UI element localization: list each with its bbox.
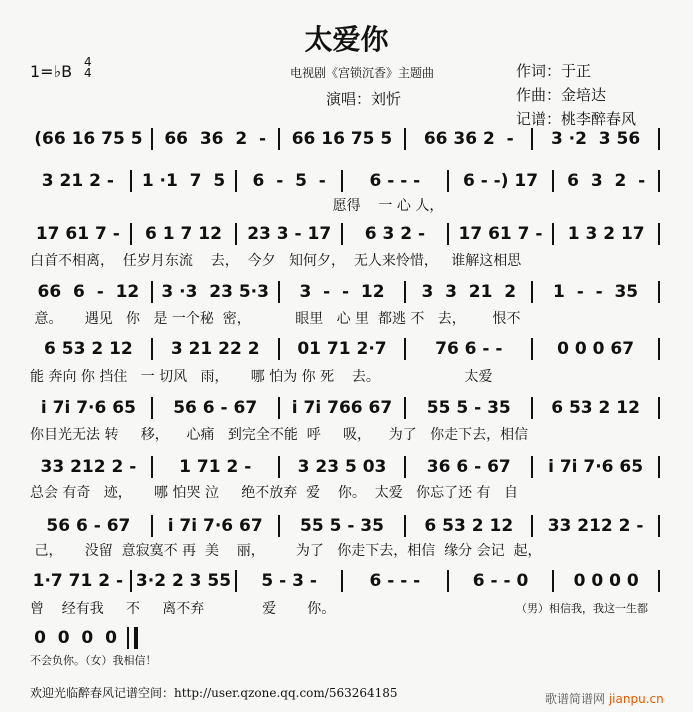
notation-row — [28, 128, 662, 150]
measure: 1·7 71 2 - — [32, 571, 124, 591]
notation-row — [28, 338, 662, 360]
measure: i 7i 7·6 65 — [40, 398, 136, 418]
barline — [658, 456, 660, 478]
transcriber: 记谱：桃李醉春风 — [516, 110, 637, 128]
barline — [235, 170, 237, 192]
barline — [404, 281, 406, 303]
measure: 33 212 2 - — [40, 457, 137, 477]
barline — [658, 515, 660, 537]
notation-row — [28, 627, 138, 649]
measure: i 7i 7·6 65 — [548, 457, 644, 477]
notation-row — [28, 170, 662, 192]
measure: 6 1 7 12 — [145, 224, 222, 244]
lyrics-line: 你目光无法 转 移， 心痛 到完全不能 呼 吸， 为了 你走下去，相信 — [30, 427, 529, 443]
barline — [341, 570, 343, 592]
lyrics-line: 己， 没留 意寂寞不 再 美 丽， 为了 你走下去，相信 缘分 会记 起， — [30, 543, 542, 559]
measure: 3 21 22 2 — [170, 339, 260, 359]
measure: 3·2 2 3 55 — [135, 571, 232, 591]
barline — [404, 338, 406, 360]
measure: 6 - 5 - — [252, 171, 326, 191]
measure: 6 - - 0 — [472, 571, 529, 591]
barline — [658, 170, 660, 192]
barline — [531, 281, 533, 303]
barline — [278, 397, 280, 419]
measure: 6 - - - — [369, 571, 421, 591]
measure: 6 3 2 - — [364, 224, 425, 244]
lyrics-line: 白首不相离， 任岁月东流 去， 今夕 知何夕， 无人来怜惜， 谁解这相思 — [30, 253, 522, 269]
barline — [658, 281, 660, 303]
footer-text: 欢迎光临醉春风记谱空间：http://user.qzone.qq.com/563264185 — [30, 686, 398, 700]
barline — [404, 456, 406, 478]
measure: 23 3 - 17 — [247, 224, 332, 244]
barline — [447, 570, 449, 592]
barline — [658, 223, 660, 245]
notation-row — [28, 456, 662, 478]
measure: 6 - - - — [369, 171, 421, 191]
barline — [447, 170, 449, 192]
lyrics-spoken: （男）相信我，我这一生都 — [516, 602, 648, 615]
measure: 3 - - 12 — [299, 282, 385, 302]
watermark — [545, 690, 664, 707]
barline — [151, 515, 153, 537]
barline — [531, 338, 533, 360]
measure: 56 6 - 67 — [173, 398, 258, 418]
lyrics-line: 能 奔向 你 挡住 一 切风 雨， 哪 怕为 你 死 去。 太爱 — [30, 369, 493, 385]
notation-row — [28, 397, 662, 419]
time-bottom: 4 — [84, 66, 92, 80]
measure: 76 6 - - — [435, 339, 503, 359]
barline — [235, 570, 237, 592]
measure: 3 21 2 - — [41, 171, 114, 191]
measure: 6 53 2 12 — [44, 339, 133, 359]
measure: 1 3 2 17 — [567, 224, 645, 244]
barline — [552, 223, 554, 245]
barline — [531, 397, 533, 419]
measure: 5 - 3 - — [261, 571, 317, 591]
time-signature — [84, 57, 92, 79]
measure: i 7i 7·6 67 — [167, 516, 263, 536]
barline — [552, 570, 554, 592]
notation-row — [28, 223, 662, 245]
notation-row — [28, 281, 662, 303]
composer: 作曲：金培达 — [516, 86, 607, 104]
barline — [151, 128, 153, 150]
barline — [404, 397, 406, 419]
barline — [151, 281, 153, 303]
lyrics-line: 意。 遇见 你 是 一个秘 密， 眼里 心 里 都逃 不 去， 恨不 — [30, 311, 521, 327]
measure: 55 5 - 35 — [300, 516, 384, 536]
barline — [151, 397, 153, 419]
measure: 1 71 2 - — [179, 457, 252, 477]
barline — [151, 456, 153, 478]
measure: 56 6 - 67 — [46, 516, 131, 536]
final-barline — [127, 627, 138, 649]
measure: 3 3 21 2 — [421, 282, 517, 302]
measure: 3 23 5 03 — [297, 457, 387, 477]
lyrics-line: 愿得 一 心 人， — [30, 198, 444, 214]
measure: 3 ·3 23 5·3 — [161, 282, 269, 302]
measure: 66 6 - 12 — [37, 282, 140, 302]
barline — [658, 397, 660, 419]
barline — [130, 570, 132, 592]
barline — [235, 223, 237, 245]
measure: 55 5 - 35 — [426, 398, 511, 418]
barline — [658, 128, 660, 150]
lyricist: 作词：于正 — [516, 62, 592, 80]
barline — [151, 338, 153, 360]
barline — [278, 128, 280, 150]
barline — [404, 128, 406, 150]
measure: 6 53 2 12 — [424, 516, 514, 536]
song-title: 太爱你 — [304, 23, 389, 56]
lyrics-line: 曾 经有我 不 离不弃 爱 你。 — [30, 601, 336, 617]
measure: (66 16 75 5 — [34, 129, 143, 149]
time-top: 4 — [84, 55, 92, 69]
measure: 66 36 2 - — [423, 129, 514, 149]
barline — [278, 281, 280, 303]
watermark-cn: 歌谱简谱网 — [545, 692, 606, 706]
barline — [658, 570, 660, 592]
barline — [531, 128, 533, 150]
lyrics-line: 不会负你。（女）我相信！ — [30, 654, 157, 667]
barline — [278, 515, 280, 537]
measure: 1 ·1 7 5 — [141, 171, 226, 191]
measure: 36 6 - 67 — [426, 457, 511, 477]
barline — [658, 338, 660, 360]
notation-row — [28, 515, 662, 537]
barline — [404, 515, 406, 537]
barline — [552, 170, 554, 192]
measure: 66 16 75 5 — [291, 129, 393, 149]
measure: 1 - - 35 — [553, 282, 639, 302]
watermark-en: jianpu.cn — [608, 692, 664, 706]
barline — [278, 338, 280, 360]
barline — [341, 223, 343, 245]
barline — [130, 170, 132, 192]
measure: 6 53 2 12 — [551, 398, 640, 418]
measure: 3 ·2 3 56 — [550, 129, 641, 149]
measure: 17 61 7 - — [458, 224, 543, 244]
subtitle: 电视剧《宫锁沉香》主题曲 — [290, 66, 435, 80]
measure: 01 71 2·7 — [297, 339, 387, 359]
measure: 0 0 0 0 — [573, 571, 639, 591]
notation-row — [28, 570, 662, 592]
barline — [341, 170, 343, 192]
measure: 6 - -) 17 — [462, 171, 539, 191]
measure: 33 212 2 - — [547, 516, 644, 536]
barline — [531, 456, 533, 478]
measure: 66 36 2 - — [164, 129, 267, 149]
measure: 6 3 2 - — [567, 171, 646, 191]
barline — [278, 456, 280, 478]
barline — [531, 515, 533, 537]
singer: 演唱：刘忻 — [326, 90, 402, 108]
barline — [130, 223, 132, 245]
measure: i 7i 766 67 — [291, 398, 393, 418]
measure: 17 61 7 - — [35, 224, 120, 244]
lyrics-line: 总会 有奇 迹， 哪 怕哭 泣 绝不放弃 爱 你。 太爱 你忘了还 有 自 — [30, 485, 518, 501]
barline — [447, 223, 449, 245]
key-signature: 1=♭B — [30, 62, 73, 81]
measure: 0 0 0 0 — [34, 628, 117, 648]
measure: 0 0 0 67 — [557, 339, 635, 359]
